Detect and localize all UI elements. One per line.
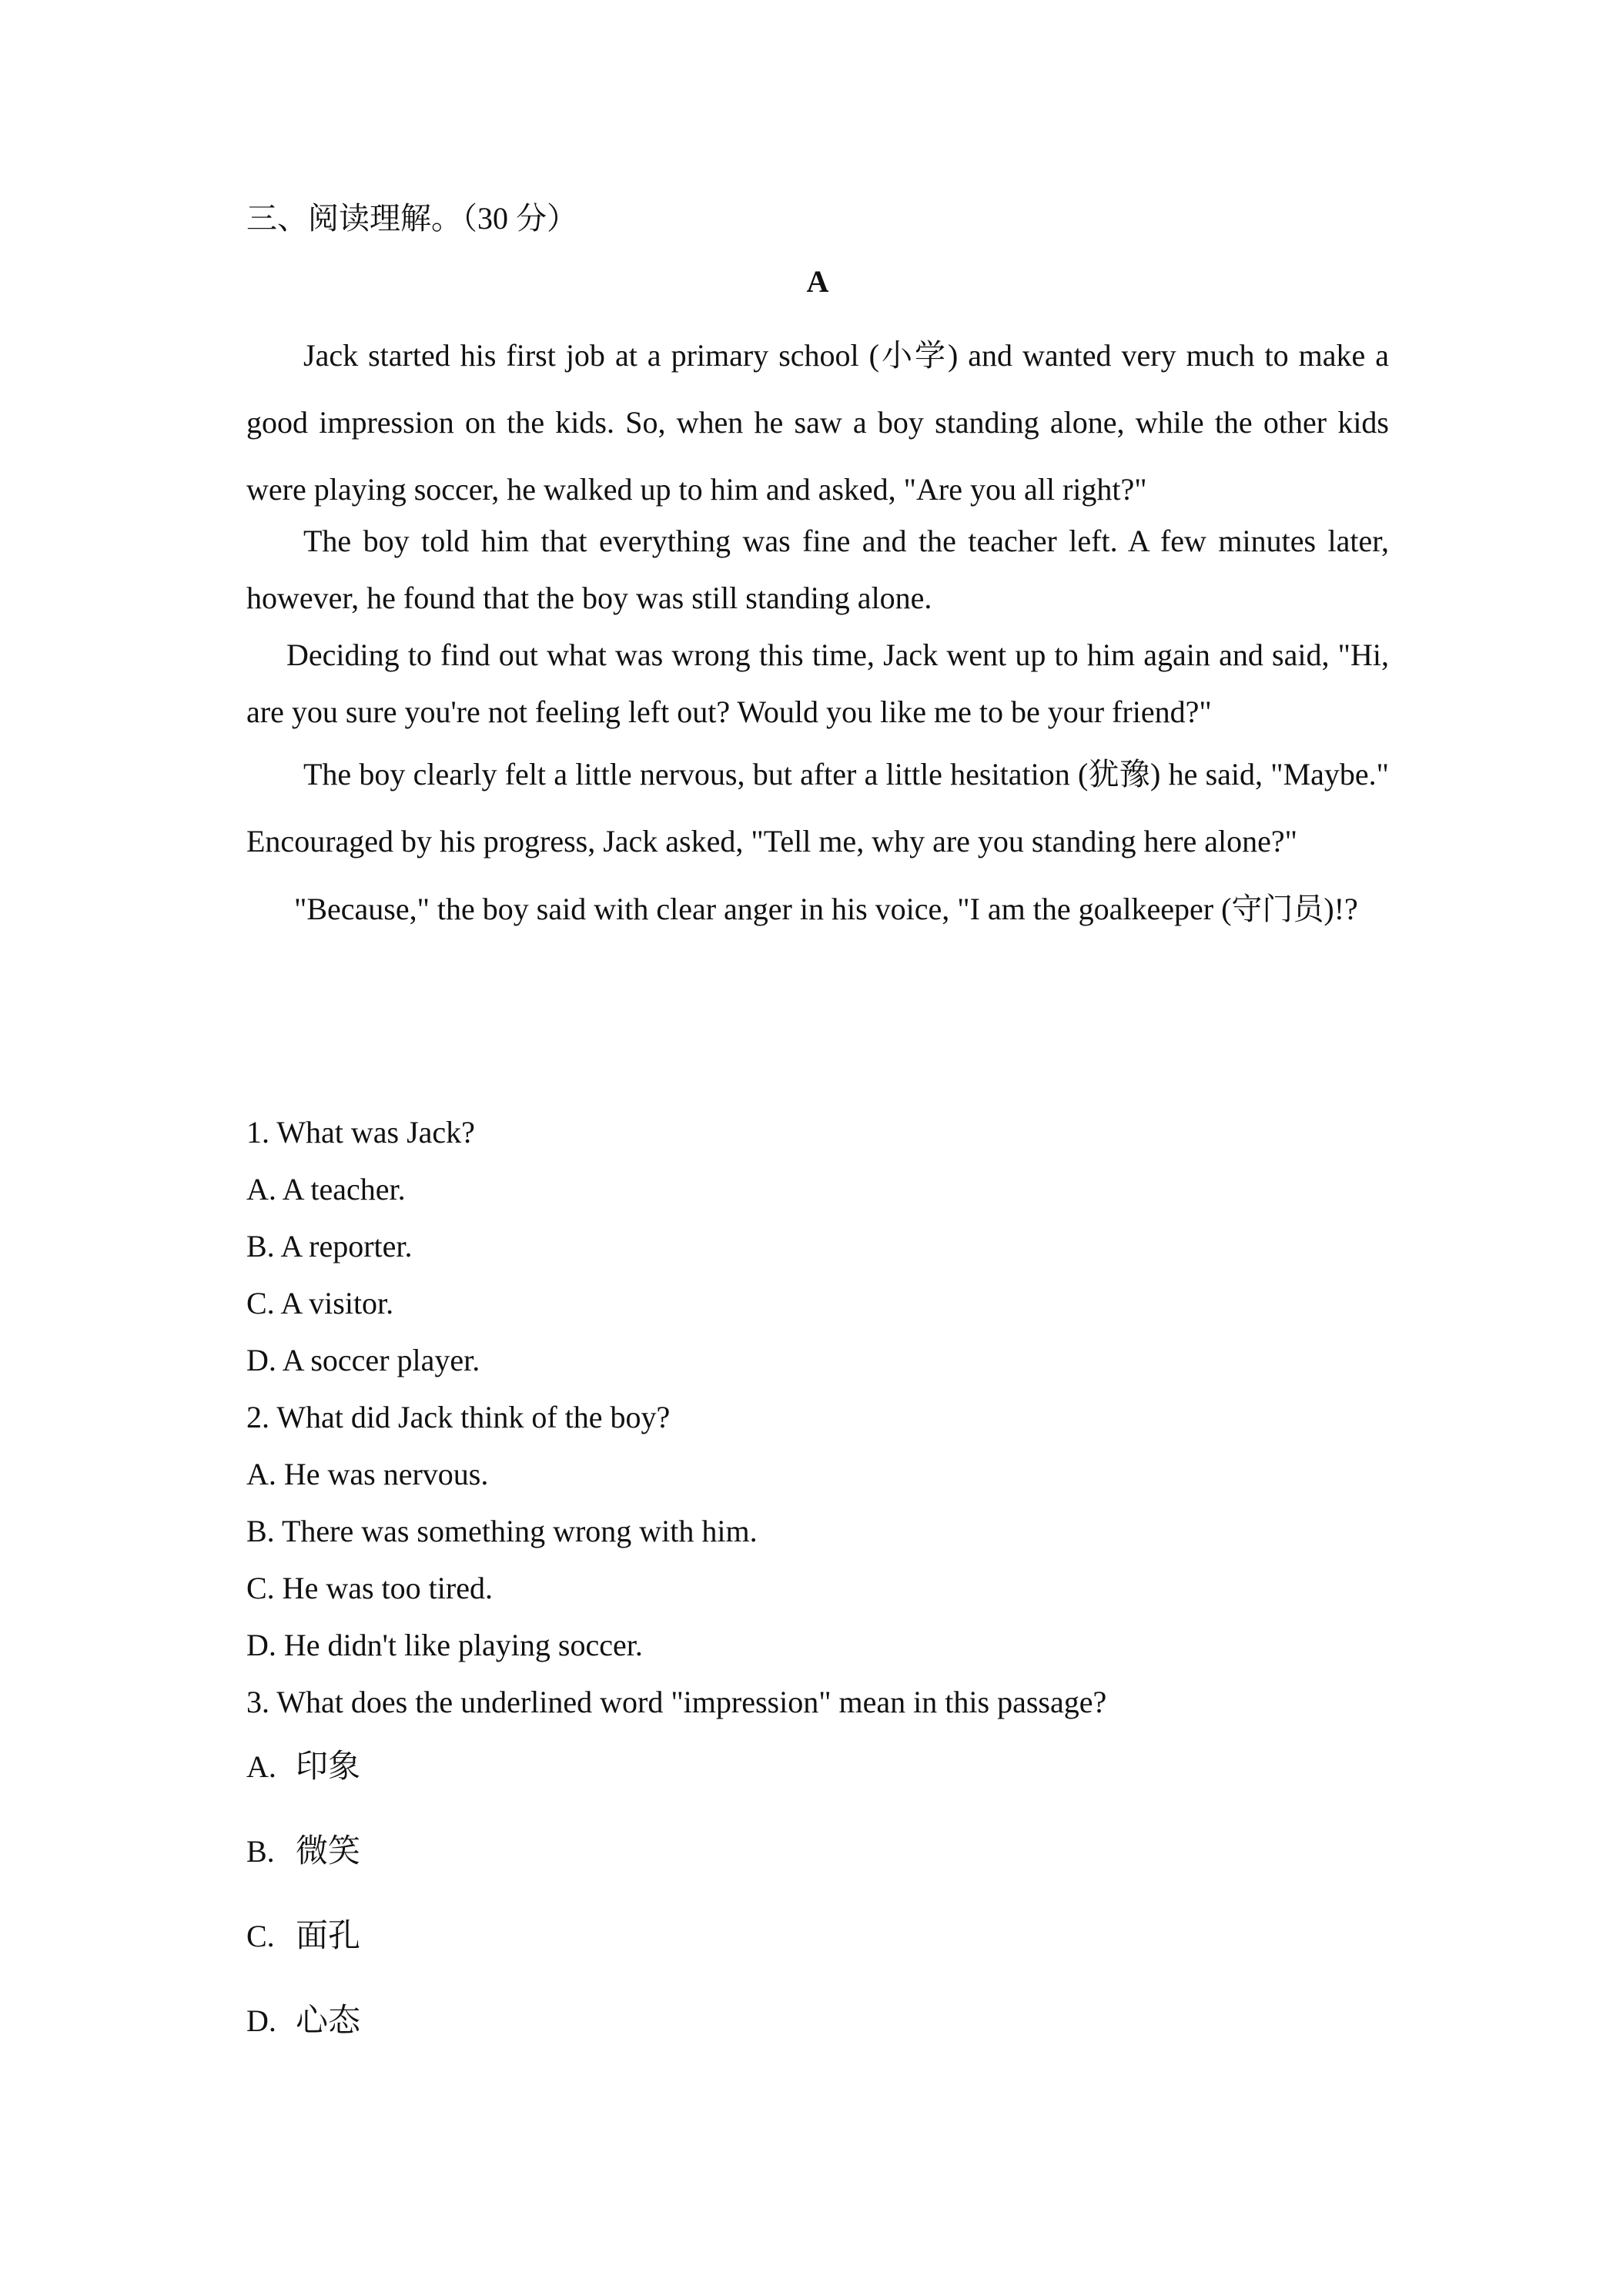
- option-text: 微笑: [296, 1832, 361, 1869]
- question-3-options: [246, 1735, 1389, 2074]
- question-3-option-b[interactable]: [246, 1820, 1389, 1905]
- question-1-option-d[interactable]: D. A soccer player.: [246, 1343, 480, 1377]
- passage-title: A: [806, 264, 829, 299]
- option-letter: A.: [246, 1749, 276, 1784]
- question-3-stem: 3. What does the underlined word "impression" mean in this passage?: [246, 1685, 1107, 1719]
- question-list: [246, 1104, 1389, 1731]
- question-2-option-a[interactable]: A. He was nervous.: [246, 1457, 489, 1491]
- passage-paragraph-5: "Because," the boy said with clear anger in his voice, "I am the goalkeeper (守门员)!?: [294, 892, 1358, 926]
- question-2-stem: 2. What did Jack think of the boy?: [246, 1400, 671, 1434]
- option-letter: C.: [246, 1919, 275, 1953]
- option-letter: D.: [246, 2003, 276, 2038]
- option-text: 印象: [296, 1747, 361, 1785]
- passage-paragraph-1: Jack started his first job at a primary school (小学) and wanted very much to make a good impression on the kids. So, when he saw a boy standing alone, while the other kids were playing soccer, he walked up to him and asked, "Are you all right?": [246, 338, 1389, 507]
- option-text: 面孔: [296, 1916, 361, 1954]
- option-text: 心态: [296, 2001, 361, 2039]
- question-3-option-d[interactable]: [246, 1990, 1389, 2074]
- question-1-option-b[interactable]: B. A reporter.: [246, 1229, 413, 1263]
- question-1-option-c[interactable]: C. A visitor.: [246, 1286, 394, 1320]
- passage-paragraph-3: Deciding to find out what was wrong this time, Jack went up to him again and said, "Hi, are you sure you're not feeling left out? Would you like me to be your friend?": [246, 638, 1389, 729]
- option-letter: B.: [246, 1834, 275, 1869]
- question-3-option-a[interactable]: [246, 1735, 1389, 1820]
- question-3-option-c[interactable]: [246, 1905, 1389, 1990]
- question-2-option-c[interactable]: C. He was too tired.: [246, 1571, 493, 1605]
- passage-paragraph-4: The boy clearly felt a little nervous, but after a little hesitation (犹豫) he said, "Maybe." Encouraged by his progress, Jack asked, "Tell me, why are you standing here alone?": [246, 757, 1389, 858]
- question-2-option-d[interactable]: D. He didn't like playing soccer.: [246, 1628, 643, 1662]
- passage-paragraph-2: The boy told him that everything was fine and the teacher left. A few minutes later, however, he found that the boy was still standing alone.: [246, 524, 1389, 615]
- question-1-option-a[interactable]: A. A teacher.: [246, 1172, 406, 1207]
- reading-passage: [246, 322, 1389, 944]
- section-heading: 三、阅读理解。（30 分）: [246, 201, 577, 236]
- question-1-stem: 1. What was Jack?: [246, 1115, 475, 1150]
- question-2-option-b[interactable]: B. There was something wrong with him.: [246, 1514, 758, 1548]
